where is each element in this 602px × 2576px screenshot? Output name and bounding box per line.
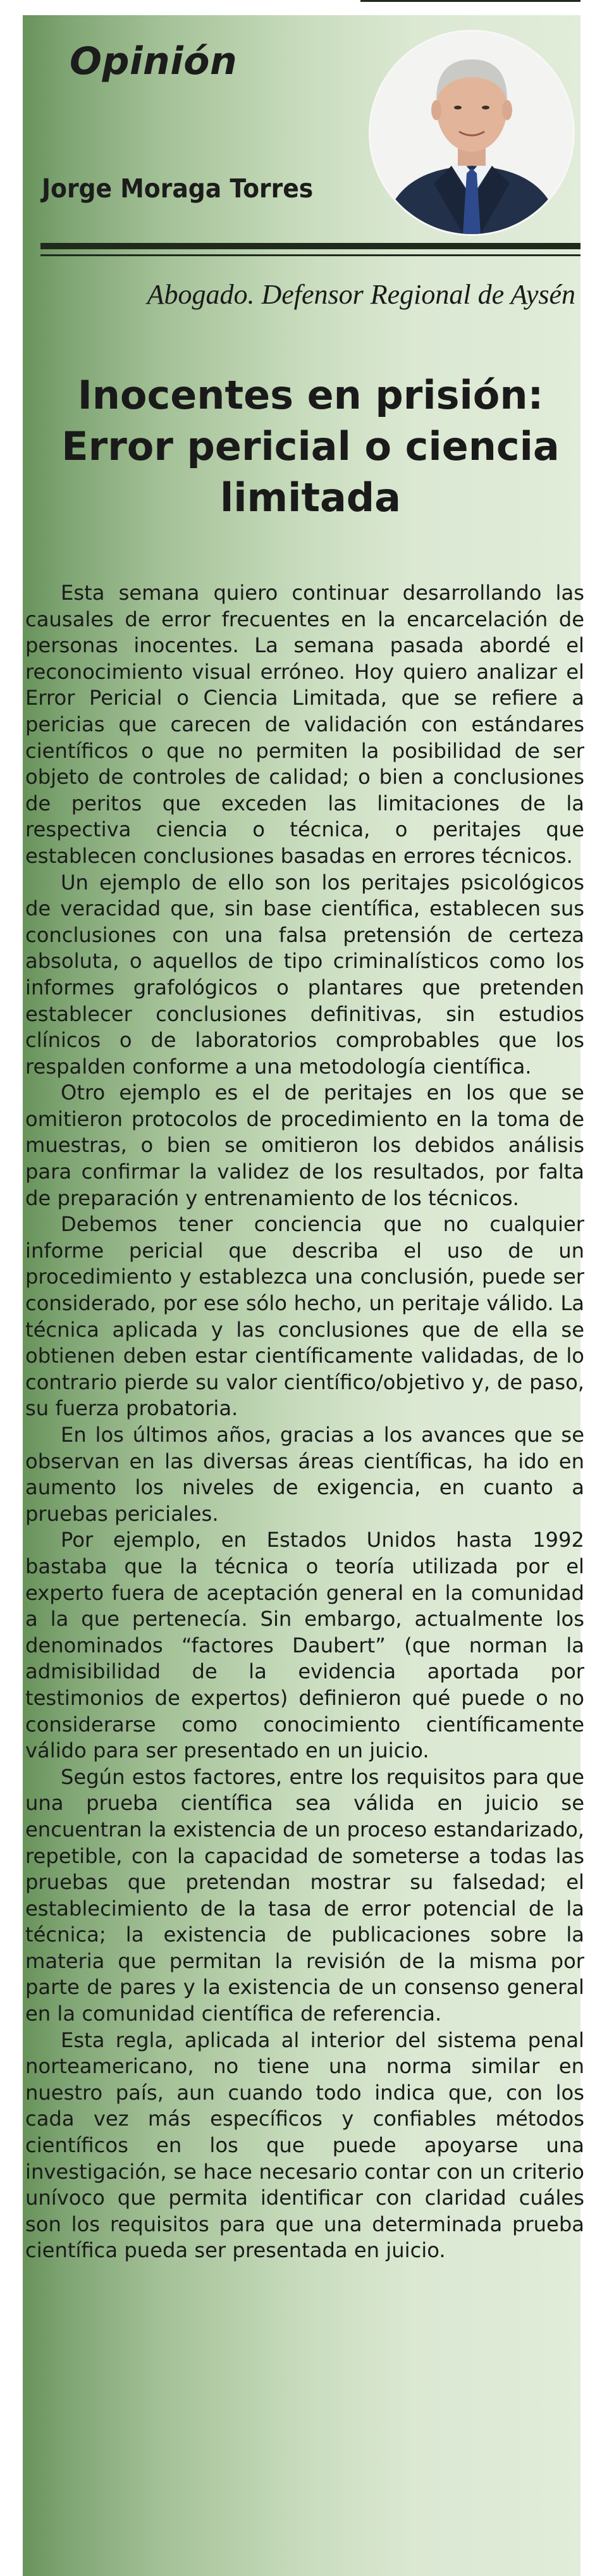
article-headline [40,369,580,523]
headline-line: limitada [219,474,402,521]
body-paragraph: Según estos factores, entre los requisitos para que una prueba científica sea válida en juicio se encuentran la existencia de un proceso estandarizado, repetible, con la capacidad de someterse a todas las pruebas que pretendan mostrar su falsedad; el establecimiento de la tasa de error potencial de la técnica; la existencia de publicaciones sobre la materia que permitan la revisión de la misma por parte de pares y la existencia de un consenso general en la comunidad científica de referencia. [25,1764,584,2026]
top-rule [360,0,580,2]
article-body [25,580,584,2264]
headline-line: Error pericial o ciencia [61,423,560,469]
headline-line: Inocentes en prisión: [77,372,544,418]
section-rubric: Opinión [70,39,238,84]
body-paragraph: Por ejemplo, en Estados Unidos hasta 1992 bastaba que la técnica o teoría utilizada por el experto fuera de aceptación general en la comunidad a la que pertenecía. Sin embargo, actualmente los denominados “factores Daubert” (que norman la admisibilidad de la evidencia aportada por testimonios de expertos) definieron qué puede o no considerarse como conocimiento científicamente válido para ser presentado en un juicio. [25,1528,584,1763]
author-portrait [371,32,573,234]
header-rule-thick [40,243,580,249]
body-paragraph: Esta semana quiero continuar desarrollando las causales de error frecuentes en la encarcelación de personas inocentes. La semana pasada abordé el reconocimiento visual erróneo. Hoy quiero analizar el Error Pericial o Ciencia Limitada, que se refiere a pericias que carecen de validación con estándares científicos o que no permiten la posibilidad de ser objeto de controles de calidad; o bien a conclusiones de peritos que exceden las limitaciones de la respectiva ciencia o técnica, o peritajes que establecen conclusiones basadas en errores técnicos. [25,581,584,868]
header-rule-thin [40,254,580,256]
body-paragraph: Un ejemplo de ello son los peritajes psicológicos de veracidad que, sin base científica, establecen sus conclusiones con una falsa pretensión de certeza absoluta, o aquellos de tipo criminalísticos como los informes grafológicos o plantares que pretenden establecer conclusiones definitivas, sin estudios clínicos o de laboratorios comprobables que los respalden conforme a una metodología científica. [25,870,584,1079]
body-paragraph: En los últimos años, gracias a los avances que se observan en las diversas áreas científicas, ha ido en aumento los niveles de exigencia, en cuanto a pruebas periciales. [25,1423,584,1526]
body-paragraph: Esta regla, aplicada al interior del sistema penal norteamericano, no tiene una norma similar en nuestro país, aun cuando todo indica que, con los cada vez más específicos y confiables métodos científicos en los que puede apoyarse una investigación, se hace necesario contar con un criterio unívoco que permita identificar con claridad cuáles son los requisitos para que una determinada prueba científica pueda ser presentada en juicio. [25,2028,584,2263]
body-paragraph: Debemos tener conciencia que no cualquier informe pericial que describa el uso de un procedimiento y establezca una conclusión, puede ser considerado, por ese sólo hecho, un peritaje válido. La técnica aplicada y las conclusiones que de ella se obtienen deben estar científicamente validadas, de lo contrario pierde su valor científico/objetivo y, de paso, su fuerza probatoria. [25,1212,584,1421]
author-name: Jorge Moraga Torres [42,173,314,204]
author-affiliation: Abogado. Defensor Regional de Aysén [147,279,575,310]
author-portrait-illustration [371,32,573,234]
body-paragraph: Otro ejemplo es el de peritajes en los que se omitieron protocolos de procedimiento en la toma de muestras, o bien se omitieron los debidos análisis para confirmar la validez de los resultados, por falta de preparación y entrenamiento de los técnicos. [25,1081,584,1210]
